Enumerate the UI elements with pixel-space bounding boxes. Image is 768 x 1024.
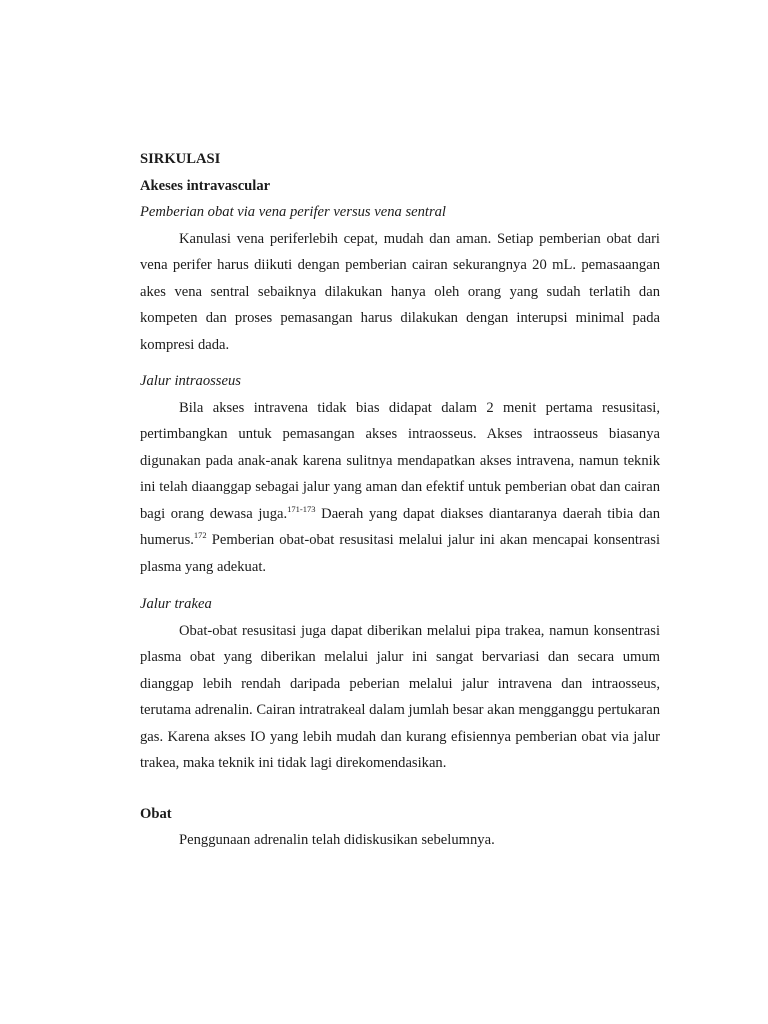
paragraph-text: Daerah yang dapat diakses diantaranya daerah tibia dan humerus. <box>140 505 660 548</box>
paragraph-vena-perifer: Kanulasi vena periferlebih cepat, mudah dan aman. Setiap pemberian obat dari vena perifer harus diikuti dengan pemberian cairan sekurangnya 20 mL. pemasaangan akes vena sentral sebaiknya dilakukan hanya oleh orang yang sudah terlatih dan kompeten dan proses pemasangan harus dilakukan dengan interupsi minimal pada kompresi dada. <box>140 230 660 353</box>
subsection-title: Akeses intravascular <box>140 177 271 194</box>
citation-ref: 171-173 <box>287 503 316 514</box>
section-title: SIRKULASI <box>140 151 221 167</box>
spacer <box>140 358 660 368</box>
spacer <box>140 777 660 801</box>
citation-ref: 172 <box>193 530 207 540</box>
heading-obat: Obat <box>140 805 172 822</box>
paragraph-text: Pemberian obat-obat resusitasi melalui jalur ini akan mencapai konsentrasi plasma yang adekuat. <box>140 532 660 575</box>
paragraph-jalur-trakea: Obat-obat resusitasi juga dapat diberikan melalui pipa trakea, namun konsentrasi plasma obat yang diberikan melalui jalur ini sangat bervariasi dan secara umum dianggap lebih rendah daripada peberian melalui jalur intravena dan intraosseus, terutama adrenalin. Cairan intratrakeal dalam jumlah besar akan mengganggu pertukaran gas. Karena akses IO yang lebih mudah dan kurang efisiennya pemberian obat via jalur trakea, maka teknik ini tidak lagi direkomendasikan. <box>140 622 660 771</box>
paragraph-text: Bila akses intravena tidak bias didapat dalam 2 menit pertama resusitasi, pertimbangkan untuk pemasangan akses intraosseus. Akses intraosseus biasanya digunakan pada anak-anak karena sulitnya mendapatkan akses intravena, namun teknik ini telah diaanggap sebagai jalur yang aman dan efektif untuk pemberian obat dan cairan bagi orang dewasa juga. <box>140 399 660 522</box>
heading-vena-perifer: Pemberian obat via vena perifer versus vena sentral <box>140 204 446 220</box>
paragraph-obat: Penggunaan adrenalin telah didiskusikan sebelumnya. <box>179 832 495 848</box>
heading-jalur-intraosseus: Jalur intraosseus <box>140 373 241 389</box>
heading-jalur-trakea: Jalur trakea <box>140 596 212 612</box>
spacer <box>140 580 660 591</box>
paragraph-jalur-intraosseus <box>140 395 660 581</box>
document-body <box>140 146 660 854</box>
